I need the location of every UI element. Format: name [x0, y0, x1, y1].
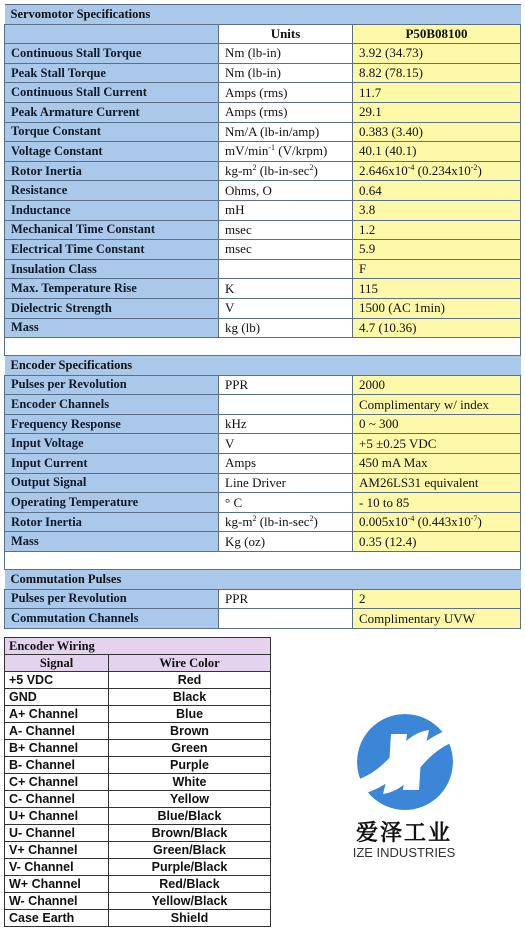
value-superscript: -7 [470, 514, 478, 524]
wiring-wire-color: Brown [109, 723, 271, 740]
encoder-spec-row [5, 473, 521, 493]
servomotor-spec-row [5, 279, 521, 299]
wiring-signal: B- Channel [5, 757, 109, 774]
spec-value: - 10 to 85 [353, 493, 521, 513]
spec-value: 5.9 [353, 240, 521, 260]
unit-part: kg-m [225, 514, 253, 530]
spec-label: Resistance [5, 181, 219, 201]
unit-superscript: -1 [268, 143, 276, 153]
servomotor-spec-row [5, 220, 521, 240]
section-gap [5, 552, 521, 570]
spec-label: Input Voltage [5, 434, 219, 454]
commutation-spec-row [5, 609, 521, 629]
spec-unit [219, 142, 353, 162]
unit-part: (lb-in-sec [256, 514, 310, 530]
spec-value: 1.2 [353, 220, 521, 240]
servomotor-spec-row [5, 83, 521, 103]
wiring-signal: W- Channel [5, 893, 109, 910]
spec-unit: mH [219, 200, 353, 220]
servomotor-spec-row [5, 259, 521, 279]
servomotor-spec-row [5, 200, 521, 220]
wiring-row [5, 791, 271, 808]
encoder-wiring-body [5, 638, 271, 927]
wiring-wire-color: Purple [109, 757, 271, 774]
wiring-wire-color: Green [109, 740, 271, 757]
wiring-wire-color: Blue/Black [109, 808, 271, 825]
wiring-wire-color: Red [109, 672, 271, 689]
commutation-spec-row [5, 589, 521, 609]
section-gap [5, 338, 521, 356]
spec-unit: V [219, 298, 353, 318]
spec-value [353, 161, 521, 181]
encoder-spec-row [5, 493, 521, 513]
spec-label: Rotor Inertia [5, 512, 219, 532]
spec-value: 2000 [353, 375, 521, 395]
value-part: (0.443x10 [414, 514, 471, 530]
wiring-wire-color: Shield [109, 910, 271, 927]
servomotor-title: Servomotor Specifications [5, 5, 521, 25]
commutation-section-header [5, 570, 521, 590]
wiring-row [5, 740, 271, 757]
model-header: P50B08100 [353, 24, 521, 44]
spec-value [353, 512, 521, 532]
wiring-wire-color: Red/Black [109, 876, 271, 893]
encoder-spec-row [5, 454, 521, 474]
servomotor-spec-row [5, 181, 521, 201]
spec-unit: ° C [219, 493, 353, 513]
wiring-row [5, 893, 271, 910]
wiring-signal: C+ Channel [5, 774, 109, 791]
wiring-wire-color: Black [109, 689, 271, 706]
spec-label: Frequency Response [5, 414, 219, 434]
wire-color-header: Wire Color [109, 655, 271, 672]
unit-part: (V/krpm) [275, 143, 328, 159]
spec-label: Rotor Inertia [5, 161, 219, 181]
section-gap-cell [5, 338, 521, 356]
value-part: 0.005x10 [359, 514, 408, 530]
brand-name-english: IZE INDUSTRIES [352, 845, 456, 860]
spec-label: Mechanical Time Constant [5, 220, 219, 240]
spec-label: Voltage Constant [5, 142, 219, 162]
wiring-signal: A- Channel [5, 723, 109, 740]
wiring-signal: W+ Channel [5, 876, 109, 893]
spec-label: Insulation Class [5, 259, 219, 279]
spec-unit: Kg (oz) [219, 532, 353, 552]
spec-label: Output Signal [5, 473, 219, 493]
spec-unit: PPR [219, 589, 353, 609]
wiring-wire-color: Brown/Black [109, 825, 271, 842]
wiring-signal: B+ Channel [5, 740, 109, 757]
encoder-spec-row [5, 532, 521, 552]
spec-value: 8.82 (78.15) [353, 63, 521, 83]
spec-unit [219, 259, 353, 279]
wiring-signal: U- Channel [5, 825, 109, 842]
spec-label: Pulses per Revolution [5, 375, 219, 395]
value-superscript: -2 [470, 163, 478, 173]
wiring-column-header [5, 655, 271, 672]
servomotor-spec-row [5, 240, 521, 260]
spec-label: Dielectric Strength [5, 298, 219, 318]
spec-label: Mass [5, 318, 219, 338]
spec-unit [219, 161, 353, 181]
unit-superscript: 2 [309, 163, 314, 173]
encoder-title: Encoder Specifications [5, 356, 521, 376]
servomotor-spec-row [5, 142, 521, 162]
spec-label: Input Current [5, 454, 219, 474]
encoder-spec-row [5, 434, 521, 454]
encoder-spec-row [5, 375, 521, 395]
value-part: ) [477, 514, 482, 530]
spec-label: Commutation Channels [5, 609, 219, 629]
wiring-row [5, 706, 271, 723]
wiring-signal: V- Channel [5, 859, 109, 876]
wiring-wire-color: Yellow/Black [109, 893, 271, 910]
spec-label: Peak Stall Torque [5, 63, 219, 83]
units-header: Units [219, 24, 353, 44]
spec-table-body [5, 5, 521, 629]
wiring-signal: V+ Channel [5, 842, 109, 859]
spec-value: 40.1 (40.1) [353, 142, 521, 162]
spec-unit: K [219, 279, 353, 299]
value-part: 2.646x10 [359, 163, 408, 179]
wiring-wire-color: Blue [109, 706, 271, 723]
header-blank [5, 24, 219, 44]
spec-unit: Nm (lb-in) [219, 63, 353, 83]
wiring-row [5, 774, 271, 791]
encoder-spec-row [5, 395, 521, 415]
spec-unit: Amps (rms) [219, 83, 353, 103]
wiring-wire-color: Purple/Black [109, 859, 271, 876]
brand-name-chinese: 爱泽工业 [355, 821, 452, 846]
ize-logo-icon [355, 712, 455, 812]
unit-part: ) [313, 163, 318, 179]
wiring-title: Encoder Wiring [5, 638, 271, 655]
wiring-row [5, 757, 271, 774]
spec-unit [219, 512, 353, 532]
value-superscript: -4 [407, 514, 415, 524]
spec-unit: kg (lb) [219, 318, 353, 338]
spec-unit: PPR [219, 375, 353, 395]
spec-unit [219, 609, 353, 629]
wiring-row [5, 808, 271, 825]
encoder-section-header [5, 356, 521, 376]
spec-unit: msec [219, 220, 353, 240]
wiring-title-row [5, 638, 271, 655]
spec-value: 0.35 (12.4) [353, 532, 521, 552]
wiring-row [5, 672, 271, 689]
wiring-row [5, 825, 271, 842]
spec-label: Continuous Stall Torque [5, 44, 219, 64]
servomotor-spec-row [5, 122, 521, 142]
spec-value: Complimentary UVW [353, 609, 521, 629]
spec-value: 0.383 (3.40) [353, 122, 521, 142]
servomotor-spec-row [5, 102, 521, 122]
spec-value: +5 ±0.25 VDC [353, 434, 521, 454]
commutation-title: Commutation Pulses [5, 570, 521, 590]
spec-value: 11.7 [353, 83, 521, 103]
value-part: (0.234x10 [414, 163, 471, 179]
spec-unit: Ohms, O [219, 181, 353, 201]
wiring-row [5, 723, 271, 740]
unit-part: (lb-in-sec [256, 163, 310, 179]
spec-value: 29.1 [353, 102, 521, 122]
wiring-row [5, 689, 271, 706]
spec-value: 2 [353, 589, 521, 609]
encoder-wiring-table-wrap [4, 637, 270, 927]
spec-value: 450 mA Max [353, 454, 521, 474]
spec-label: Electrical Time Constant [5, 240, 219, 260]
encoder-spec-row [5, 414, 521, 434]
servomotor-spec-row [5, 161, 521, 181]
wiring-row [5, 910, 271, 927]
spec-label: Encoder Channels [5, 395, 219, 415]
wiring-row [5, 876, 271, 893]
spec-unit: Amps [219, 454, 353, 474]
wiring-wire-color: Green/Black [109, 842, 271, 859]
signal-header: Signal [5, 655, 109, 672]
spec-unit: Nm (lb-in) [219, 44, 353, 64]
wiring-wire-color: Yellow [109, 791, 271, 808]
spec-sheet [4, 4, 520, 629]
spec-value: 3.92 (34.73) [353, 44, 521, 64]
wiring-signal: C- Channel [5, 791, 109, 808]
unit-superscript: 2 [252, 514, 257, 524]
spec-unit: V [219, 434, 353, 454]
wiring-signal: A+ Channel [5, 706, 109, 723]
encoder-spec-row [5, 512, 521, 532]
spec-value: AM26LS31 equivalent [353, 473, 521, 493]
spec-value: F [353, 259, 521, 279]
wiring-signal: U+ Channel [5, 808, 109, 825]
spec-value: 1500 (AC 1min) [353, 298, 521, 318]
servomotor-section-header [5, 5, 521, 25]
unit-part: mV/min [225, 143, 269, 159]
spec-label: Mass [5, 532, 219, 552]
spec-label: Max. Temperature Rise [5, 279, 219, 299]
wiring-signal: Case Earth [5, 910, 109, 927]
servomotor-column-header [5, 24, 521, 44]
spec-unit: Nm/A (lb-in/amp) [219, 122, 353, 142]
spec-value: 115 [353, 279, 521, 299]
encoder-wiring-table [4, 637, 271, 927]
spec-value: Complimentary w/ index [353, 395, 521, 415]
unit-part: kg-m [225, 163, 253, 179]
wiring-row [5, 842, 271, 859]
spec-unit: msec [219, 240, 353, 260]
spec-label: Operating Temperature [5, 493, 219, 513]
spec-label: Torque Constant [5, 122, 219, 142]
servomotor-spec-row [5, 63, 521, 83]
unit-superscript: 2 [309, 514, 314, 524]
spec-label: Peak Armature Current [5, 102, 219, 122]
unit-part: ) [313, 514, 318, 530]
spec-label: Pulses per Revolution [5, 589, 219, 609]
spec-unit [219, 395, 353, 415]
spec-unit: Line Driver [219, 473, 353, 493]
wiring-row [5, 859, 271, 876]
wiring-signal: +5 VDC [5, 672, 109, 689]
wiring-signal: GND [5, 689, 109, 706]
spec-unit: kHz [219, 414, 353, 434]
spec-value: 0.64 [353, 181, 521, 201]
servomotor-spec-row [5, 318, 521, 338]
servomotor-spec-row [5, 44, 521, 64]
wiring-wire-color: White [109, 774, 271, 791]
spec-unit: Amps (rms) [219, 102, 353, 122]
section-gap-cell [5, 552, 521, 570]
spec-label: Continuous Stall Current [5, 83, 219, 103]
servomotor-spec-row [5, 298, 521, 318]
value-part: ) [477, 163, 482, 179]
spec-value: 4.7 (10.36) [353, 318, 521, 338]
spec-value: 3.8 [353, 200, 521, 220]
spec-label: Inductance [5, 200, 219, 220]
spec-table [4, 4, 521, 629]
unit-superscript: 2 [252, 163, 257, 173]
spec-value: 0 ~ 300 [353, 414, 521, 434]
value-superscript: -4 [407, 163, 415, 173]
